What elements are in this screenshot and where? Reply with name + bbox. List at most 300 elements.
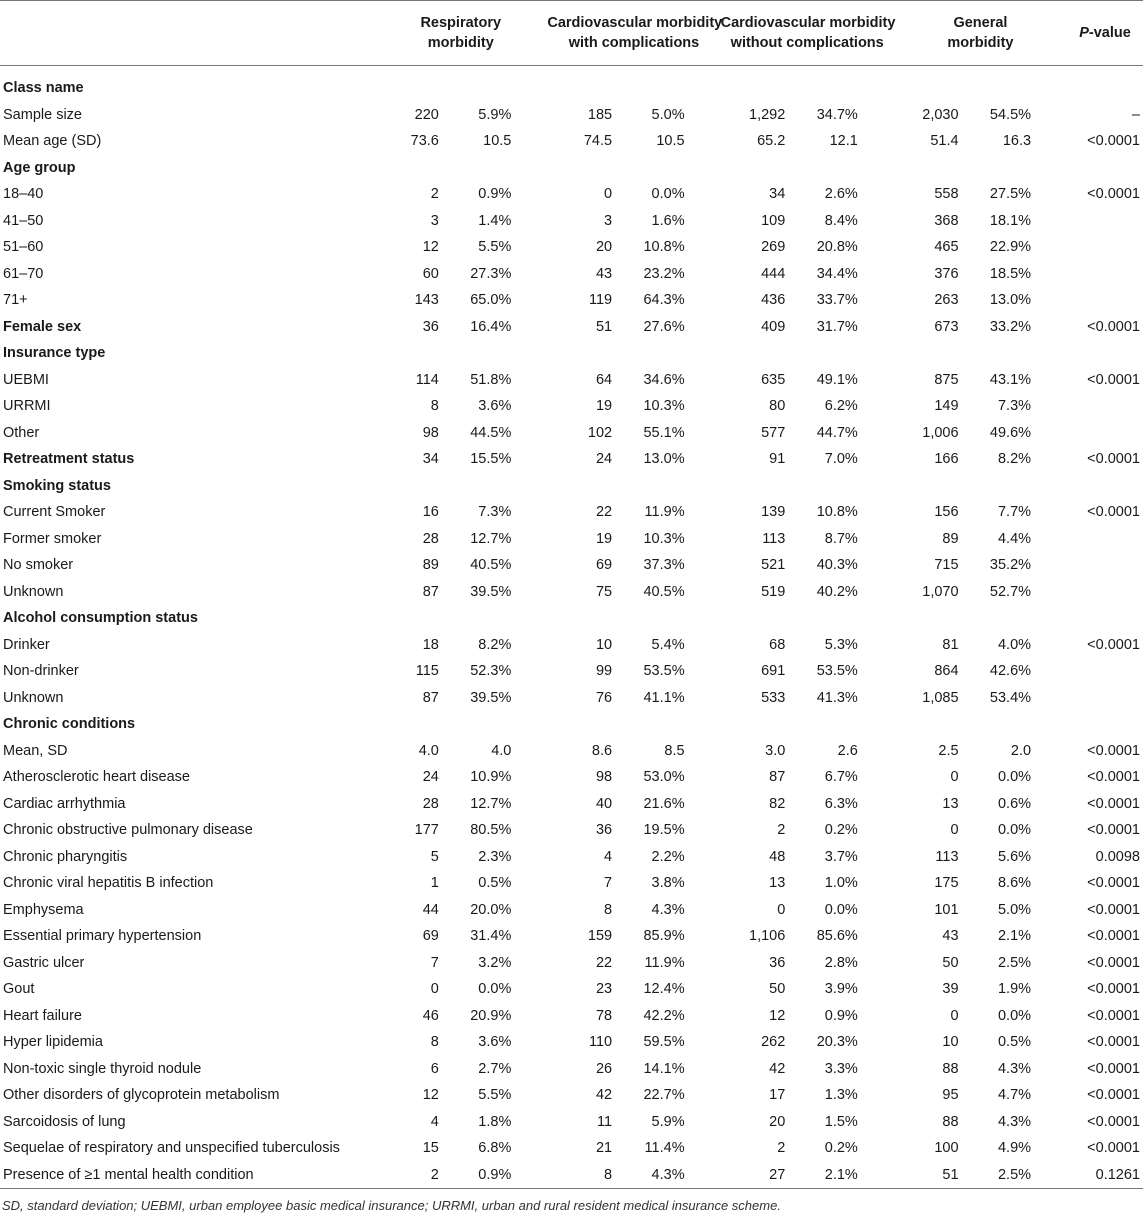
count-cell: 149 — [934, 398, 959, 415]
count-cell: 8.6 — [591, 742, 613, 759]
table-row — [0, 817, 1143, 844]
percent-cell: 4.4% — [997, 530, 1032, 547]
count-cell: 635 — [761, 371, 786, 388]
percent-cell: 2.1% — [997, 928, 1032, 945]
percent-cell: 11.9% — [644, 504, 685, 521]
percent-cell: 39.5% — [470, 689, 512, 706]
table-row — [0, 738, 1143, 765]
count-cell: 2 — [374, 1162, 445, 1189]
count-cell: 36 — [595, 822, 613, 839]
count-cell: 109 — [761, 212, 786, 229]
pvalue-cell: <0.0001 — [1087, 1034, 1140, 1051]
table-row — [0, 287, 1143, 314]
percent-cell: 18.5% — [989, 265, 1032, 282]
count-cell: 95 — [942, 1087, 959, 1104]
pvalue-cell: <0.0001 — [1087, 822, 1140, 839]
count-cell: 88 — [942, 1113, 959, 1130]
empty-cell — [965, 155, 1068, 182]
table-row — [0, 579, 1143, 606]
pvalue-cell: <0.0001 — [1087, 186, 1140, 203]
section-row — [0, 473, 1143, 500]
empty-cell — [894, 75, 965, 102]
row-label: 18–40 — [3, 186, 44, 203]
empty-cell — [965, 605, 1068, 632]
count-cell: 558 — [934, 186, 959, 203]
percent-cell: 20.3% — [816, 1034, 858, 1051]
pvalue-cell — [1067, 261, 1143, 288]
percent-cell: 0.0% — [997, 769, 1032, 786]
count-cell: 0 — [777, 901, 786, 918]
count-cell: 10 — [942, 1034, 959, 1051]
count-cell: 102 — [587, 424, 613, 441]
empty-cell — [894, 711, 965, 738]
percent-cell: 5.5% — [478, 1087, 512, 1104]
row-label: Chronic pharyngitis — [3, 848, 128, 865]
percent-cell: 0.9% — [824, 1007, 858, 1024]
pvalue-cell — [1067, 287, 1143, 314]
count-cell: 64 — [595, 371, 613, 388]
percent-cell: 49.1% — [816, 371, 858, 388]
percent-cell: 5.9% — [651, 1113, 685, 1130]
percent-cell: 12.7% — [470, 795, 512, 812]
count-cell: 5 — [430, 848, 439, 865]
percent-cell: 1.6% — [651, 212, 685, 229]
header-pvalue — [1067, 1, 1143, 66]
empty-cell — [894, 473, 965, 500]
table-row — [0, 1003, 1143, 1030]
empty-cell — [547, 75, 618, 102]
count-cell: 6 — [430, 1060, 439, 1077]
count-cell: 34 — [422, 451, 439, 468]
count-cell: 98 — [422, 424, 439, 441]
row-label: Other — [3, 424, 40, 441]
table-row — [0, 128, 1143, 155]
percent-cell: 0.9% — [445, 1162, 548, 1189]
count-cell: 87 — [769, 769, 786, 786]
count-cell: 50 — [942, 954, 959, 971]
table-row — [0, 1162, 1143, 1189]
empty-cell — [791, 605, 894, 632]
count-cell: 0 — [430, 981, 439, 998]
pvalue-cell — [1067, 234, 1143, 261]
percent-cell: 18.1% — [989, 212, 1032, 229]
percent-cell: 1.9% — [997, 981, 1032, 998]
header-line: without complications — [730, 35, 884, 51]
percent-cell: 15.5% — [470, 451, 512, 468]
percent-cell: 41.1% — [643, 689, 685, 706]
row-label: Sample size — [3, 106, 82, 123]
empty-cell — [374, 75, 445, 102]
percent-cell: 39.5% — [470, 583, 512, 600]
row-label: Sarcoidosis of lung — [3, 1113, 126, 1130]
row-label: Gastric ulcer — [3, 954, 85, 971]
count-cell: 185 — [587, 106, 613, 123]
percent-cell: 40.3% — [816, 557, 858, 574]
row-label: Retreatment status — [3, 451, 135, 468]
pvalue-cell — [1067, 420, 1143, 447]
row-label: Insurance type — [3, 345, 106, 362]
row-label: Chronic obstructive pulmonary disease — [3, 822, 253, 839]
percent-cell: 3.2% — [478, 954, 512, 971]
row-label: Presence of ≥1 mental health condition — [0, 1162, 374, 1189]
count-cell: 2 — [777, 822, 786, 839]
header-line: Respiratory — [420, 15, 502, 31]
percent-cell: 41.3% — [816, 689, 858, 706]
count-cell: 18 — [422, 636, 439, 653]
percent-cell: 4.7% — [997, 1087, 1032, 1104]
count-cell: 110 — [588, 1034, 613, 1051]
count-cell: 68 — [769, 636, 786, 653]
percent-cell: 85.9% — [643, 928, 685, 945]
pvalue-cell — [1067, 711, 1143, 738]
percent-cell: 42.6% — [989, 663, 1032, 680]
percent-cell: 35.2% — [989, 557, 1032, 574]
count-cell: 87 — [422, 583, 439, 600]
count-cell: 36 — [769, 954, 786, 971]
count-cell: 1,085 — [922, 689, 959, 706]
row-label: Gout — [3, 981, 35, 998]
count-cell: 75 — [595, 583, 613, 600]
count-cell: 8 — [604, 901, 613, 918]
count-cell: 20 — [769, 1113, 786, 1130]
pvalue-cell — [1067, 340, 1143, 367]
percent-cell: 10.8% — [816, 504, 858, 521]
count-cell: 673 — [934, 318, 959, 335]
count-cell: 444 — [761, 265, 786, 282]
pvalue-cell — [1067, 208, 1143, 235]
empty-cell — [445, 75, 548, 102]
empty-cell — [445, 340, 548, 367]
percent-cell: 53.0% — [643, 769, 685, 786]
percent-cell: 6.2% — [824, 398, 858, 415]
empty-cell — [965, 473, 1068, 500]
percent-cell: 3.8% — [651, 875, 685, 892]
percent-cell: 11.4% — [644, 1140, 685, 1157]
percent-cell: 27.5% — [989, 186, 1032, 203]
empty-cell — [547, 711, 618, 738]
count-cell: 0 — [950, 769, 959, 786]
percent-cell: 40.2% — [816, 583, 858, 600]
percent-cell: 2.5% — [997, 954, 1032, 971]
table-row — [0, 764, 1143, 791]
count-cell: 8 — [430, 398, 439, 415]
row-label: Chronic conditions — [3, 716, 136, 733]
count-cell: 89 — [422, 557, 439, 574]
percent-cell: 2.6% — [824, 186, 858, 203]
count-cell: 82 — [769, 795, 786, 812]
empty-cell — [721, 473, 792, 500]
row-label: URRMI — [3, 398, 51, 415]
percent-cell: 33.7% — [816, 292, 858, 309]
count-cell: 39 — [942, 981, 959, 998]
percent-cell: 1.4% — [478, 212, 512, 229]
table-row — [0, 526, 1143, 553]
count-cell: 20 — [595, 239, 613, 256]
percent-cell: 12.4% — [643, 981, 685, 998]
table-row — [0, 393, 1143, 420]
percent-cell: 10.3% — [643, 398, 685, 415]
percent-cell: 21.6% — [643, 795, 685, 812]
empty-cell — [374, 155, 445, 182]
percent-cell: 5.4% — [651, 636, 685, 653]
table-row — [0, 1029, 1143, 1056]
percent-cell: 12.7% — [470, 530, 512, 547]
count-cell: 0 — [950, 1007, 959, 1024]
pvalue-rest: -value — [1088, 25, 1131, 41]
percent-cell: 2.8% — [824, 954, 858, 971]
pvalue-cell: <0.0001 — [1087, 1140, 1140, 1157]
count-cell: 42 — [769, 1060, 786, 1077]
empty-cell — [445, 155, 548, 182]
count-cell: 3.0 — [765, 742, 786, 759]
count-cell: 0 — [950, 822, 959, 839]
count-cell: 691 — [761, 663, 786, 680]
count-cell: 51 — [595, 318, 613, 335]
count-cell: 34 — [769, 186, 786, 203]
percent-cell: 4.9% — [997, 1140, 1032, 1157]
count-cell: 44 — [422, 901, 439, 918]
empty-cell — [894, 340, 965, 367]
empty-cell — [445, 711, 548, 738]
count-cell: 159 — [587, 928, 613, 945]
percent-cell: 23.2% — [643, 265, 685, 282]
count-cell: 28 — [422, 795, 439, 812]
count-cell: 88 — [942, 1060, 959, 1077]
count-cell: 48 — [769, 848, 786, 865]
percent-cell: 6.7% — [824, 769, 858, 786]
percent-cell: 3.9% — [824, 981, 858, 998]
percent-cell: 0.6% — [997, 795, 1032, 812]
row-label: Class name — [3, 80, 84, 97]
percent-cell: 4.3% — [997, 1113, 1032, 1130]
percent-cell: 2.2% — [651, 848, 685, 865]
count-cell: 17 — [769, 1087, 786, 1104]
count-cell: 2.5 — [938, 742, 959, 759]
percent-cell: 5.0% — [651, 106, 685, 123]
percent-cell: 64.3% — [643, 292, 685, 309]
percent-cell: 0.5% — [478, 875, 512, 892]
row-label: 41–50 — [3, 212, 44, 229]
percent-cell: 43.1% — [989, 371, 1032, 388]
count-cell: 16 — [422, 504, 439, 521]
count-cell: 89 — [942, 530, 959, 547]
pvalue-cell: <0.0001 — [1087, 371, 1140, 388]
table-row — [0, 499, 1143, 526]
pvalue-cell: <0.0001 — [1087, 504, 1140, 521]
count-cell: 73.6 — [410, 133, 439, 150]
count-cell: 4 — [604, 848, 613, 865]
percent-cell: 34.4% — [816, 265, 858, 282]
percent-cell: 10.5 — [656, 133, 685, 150]
pvalue-cell — [1067, 552, 1143, 579]
count-cell: 533 — [761, 689, 786, 706]
count-cell: 519 — [761, 583, 786, 600]
percent-cell: 5.5% — [478, 239, 512, 256]
pvalue-cell: <0.0001 — [1087, 981, 1140, 998]
row-label: 61–70 — [3, 265, 44, 282]
percent-cell: 10.8% — [643, 239, 685, 256]
pvalue-cell: <0.0001 — [1087, 769, 1140, 786]
count-cell: 40 — [595, 795, 613, 812]
percent-cell: 31.4% — [470, 928, 512, 945]
header-line: morbidity — [947, 35, 1014, 51]
percent-cell: 0.0% — [651, 186, 685, 203]
empty-cell — [965, 711, 1068, 738]
empty-cell — [374, 473, 445, 500]
table-row — [0, 420, 1143, 447]
table-row — [0, 844, 1143, 871]
percent-cell: 14.1% — [643, 1060, 685, 1077]
table-row — [0, 1082, 1143, 1109]
row-label: Essential primary hypertension — [3, 928, 202, 945]
count-cell: 175 — [934, 875, 959, 892]
count-cell: 69 — [422, 928, 439, 945]
count-cell: 4 — [430, 1113, 439, 1130]
count-cell: 26 — [595, 1060, 613, 1077]
percent-cell: 7.0% — [824, 451, 858, 468]
table-row — [0, 208, 1143, 235]
empty-cell — [721, 711, 792, 738]
pvalue-cell: <0.0001 — [1087, 742, 1140, 759]
pvalue-cell: <0.0001 — [1087, 318, 1140, 335]
percent-cell: 10.3% — [643, 530, 685, 547]
row-label: Heart failure — [3, 1007, 82, 1024]
percent-cell: 3.7% — [824, 848, 858, 865]
pvalue-cell: <0.0001 — [1087, 1087, 1140, 1104]
empty-cell — [547, 155, 618, 182]
percent-cell: 53.5% — [816, 663, 858, 680]
empty-cell — [618, 155, 721, 182]
empty-cell — [791, 340, 894, 367]
percent-cell: 85.6% — [816, 928, 858, 945]
percent-cell: 5.9% — [478, 106, 512, 123]
empty-cell — [445, 605, 548, 632]
count-cell: 875 — [934, 371, 959, 388]
percent-cell: 1.0% — [824, 875, 858, 892]
percent-cell: 19.5% — [643, 822, 685, 839]
empty-cell — [791, 711, 894, 738]
empty-cell — [721, 605, 792, 632]
count-cell: 166 — [934, 451, 959, 468]
count-cell: 1,070 — [922, 583, 959, 600]
percent-cell: 12.1 — [829, 133, 858, 150]
percent-cell: 42.2% — [643, 1007, 685, 1024]
table-row — [0, 1056, 1143, 1083]
count-cell: 263 — [934, 292, 959, 309]
empty-cell — [374, 605, 445, 632]
count-cell: 12 — [422, 239, 439, 256]
count-cell: 376 — [934, 265, 959, 282]
row-label: Sequelae of respiratory and unspecified tuberculosis — [3, 1140, 340, 1157]
count-cell: 368 — [934, 212, 959, 229]
percent-cell: 4.3% — [618, 1162, 721, 1189]
pvalue-cell — [1067, 685, 1143, 712]
row-label: Current Smoker — [3, 504, 106, 521]
empty-cell — [965, 75, 1068, 102]
count-cell: 409 — [761, 318, 786, 335]
percent-cell: 40.5% — [643, 583, 685, 600]
table-row — [0, 897, 1143, 924]
count-cell: 50 — [769, 981, 786, 998]
empty-cell — [374, 340, 445, 367]
row-label: Age group — [3, 159, 76, 176]
count-cell: 21 — [595, 1140, 613, 1157]
percent-cell: 16.4% — [470, 318, 512, 335]
count-cell: 220 — [414, 106, 439, 123]
count-cell: 10 — [595, 636, 613, 653]
percent-cell: 2.3% — [478, 848, 512, 865]
count-cell: 15 — [422, 1140, 439, 1157]
table-row — [0, 923, 1143, 950]
count-cell: 43 — [942, 928, 959, 945]
pvalue-cell: <0.0001 — [1087, 928, 1140, 945]
header-line: with complications — [568, 35, 700, 51]
count-cell: 7 — [430, 954, 439, 971]
pvalue-italic: P — [1079, 25, 1089, 41]
percent-cell: 20.9% — [470, 1007, 512, 1024]
count-cell: 76 — [595, 689, 613, 706]
count-cell: 2 — [430, 186, 439, 203]
percent-cell: 27.6% — [643, 318, 685, 335]
row-label: UEBMI — [3, 371, 49, 388]
count-cell: 28 — [422, 530, 439, 547]
header-cardio-without — [721, 1, 894, 66]
count-cell: 51 — [894, 1162, 965, 1189]
table-body — [0, 75, 1143, 1188]
table-row — [0, 446, 1143, 473]
count-cell: 78 — [595, 1007, 613, 1024]
count-cell: 69 — [595, 557, 613, 574]
percent-cell: 13.0% — [989, 292, 1032, 309]
count-cell: 262 — [761, 1034, 786, 1051]
count-cell: 2,030 — [922, 106, 959, 123]
header-cardio-with — [547, 1, 723, 66]
row-label: Other disorders of glycoprotein metabolism — [3, 1087, 280, 1104]
count-cell: 465 — [934, 239, 959, 256]
empty-cell — [618, 473, 721, 500]
percent-cell: 1.5% — [824, 1113, 858, 1130]
row-label: Unknown — [3, 583, 64, 600]
percent-cell: 55.1% — [643, 424, 685, 441]
header-respiratory — [374, 1, 547, 66]
row-label: Female sex — [3, 318, 82, 335]
percent-cell: 59.5% — [643, 1034, 685, 1051]
count-cell: 177 — [414, 822, 439, 839]
empty-cell — [547, 605, 618, 632]
count-cell: 46 — [422, 1007, 439, 1024]
section-row — [0, 605, 1143, 632]
row-label: Cardiac arrhythmia — [3, 795, 126, 812]
header-line: Cardiovascular morbidity — [720, 15, 896, 31]
count-cell: 577 — [761, 424, 786, 441]
count-cell: 2 — [777, 1140, 786, 1157]
pvalue-cell — [1067, 473, 1143, 500]
pvalue-cell — [1067, 155, 1143, 182]
footnote: SD, standard deviation; UEBMI, urban employee basic medical insurance; URRMI, urban and rural resident medical insurance scheme. — [2, 1198, 781, 1213]
percent-cell: 20.0% — [470, 901, 512, 918]
empty-cell — [618, 340, 721, 367]
count-cell: 101 — [934, 901, 959, 918]
percent-cell: 10.5 — [483, 133, 512, 150]
row-label: No smoker — [3, 557, 74, 574]
table-row — [0, 181, 1143, 208]
percent-cell: 49.6% — [989, 424, 1032, 441]
percent-cell: 0.0% — [997, 822, 1032, 839]
pvalue-cell: <0.0001 — [1087, 795, 1140, 812]
row-label: Emphysema — [3, 901, 84, 918]
header-general — [894, 1, 1067, 66]
count-cell: 19 — [595, 398, 613, 415]
